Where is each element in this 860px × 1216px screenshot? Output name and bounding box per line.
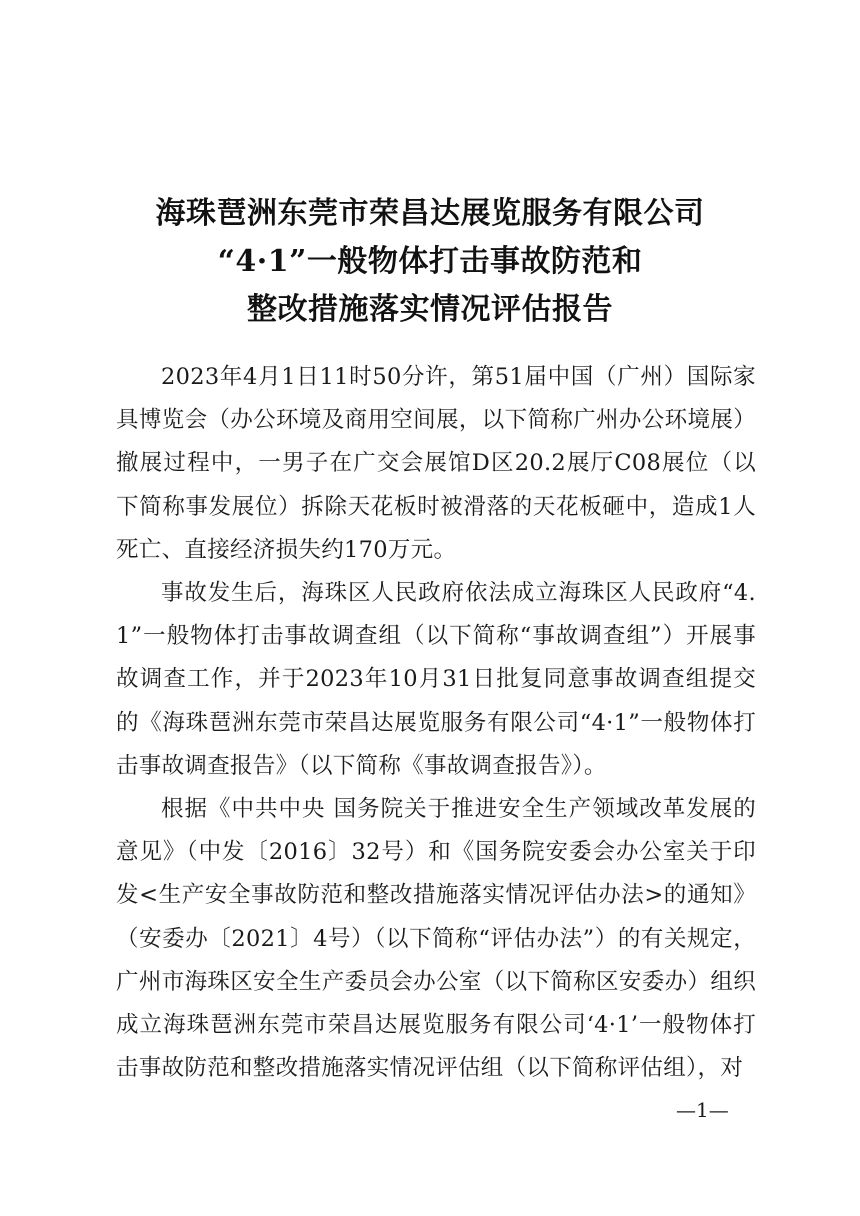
paragraph-3: 根据《中共中央 国务院关于推进安全生产领域改革发展的意见》（中发〔2016〕32号）和《国务院安委会办公室关于印发<生产安全事故防范和整改措施落实情况评估办法>的通知》（安委办〔2021〕4号）（以下简称“评估办法”）的有关规定，广州市海珠区安全生产委员会办公室（以下简称区安委办）组织成立海珠琶洲东莞市荣昌达展览服务有限公司‘4·1’一般物体打击事故防范和整改措施落实情况评估组（以下简称评估组），对 bbox=[116, 796, 756, 1082]
paragraph-2: 事故发生后，海珠区人民政府依法成立海珠区人民政府“4.1”一般物体打击事故调查组（以下简称“事故调查组”）开展事故调查工作，并于2023年10月31日批复同意事故调查组提交的《海珠琶洲东莞市荣昌达展览服务有限公司“4·1”一般物体打击事故调查报告》（以下简称《事故调查报告》）。 bbox=[116, 580, 756, 779]
document-title bbox=[0, 190, 860, 334]
title-line-1: 海珠琶洲东莞市荣昌达展览服务有限公司 bbox=[155, 196, 705, 231]
title-line-2: “4·1”一般物体打击事故防范和 bbox=[217, 244, 643, 279]
paragraph-1: 2023年4月1日11时50分许，第51届中国（广州）国际家具博览会（办公环境及商用空间展，以下简称广州办公环境展）撤展过程中，一男子在广交会展馆D区20.2展厅C08展位（以下简称事发展位）拆除天花板时被滑落的天花板砸中，造成1人死亡、直接经济损失约170万元。 bbox=[116, 364, 756, 563]
page-number: —1— bbox=[676, 1098, 729, 1122]
document-body bbox=[116, 356, 756, 1090]
title-line-3: 整改措施落实情况评估报告 bbox=[247, 292, 613, 327]
